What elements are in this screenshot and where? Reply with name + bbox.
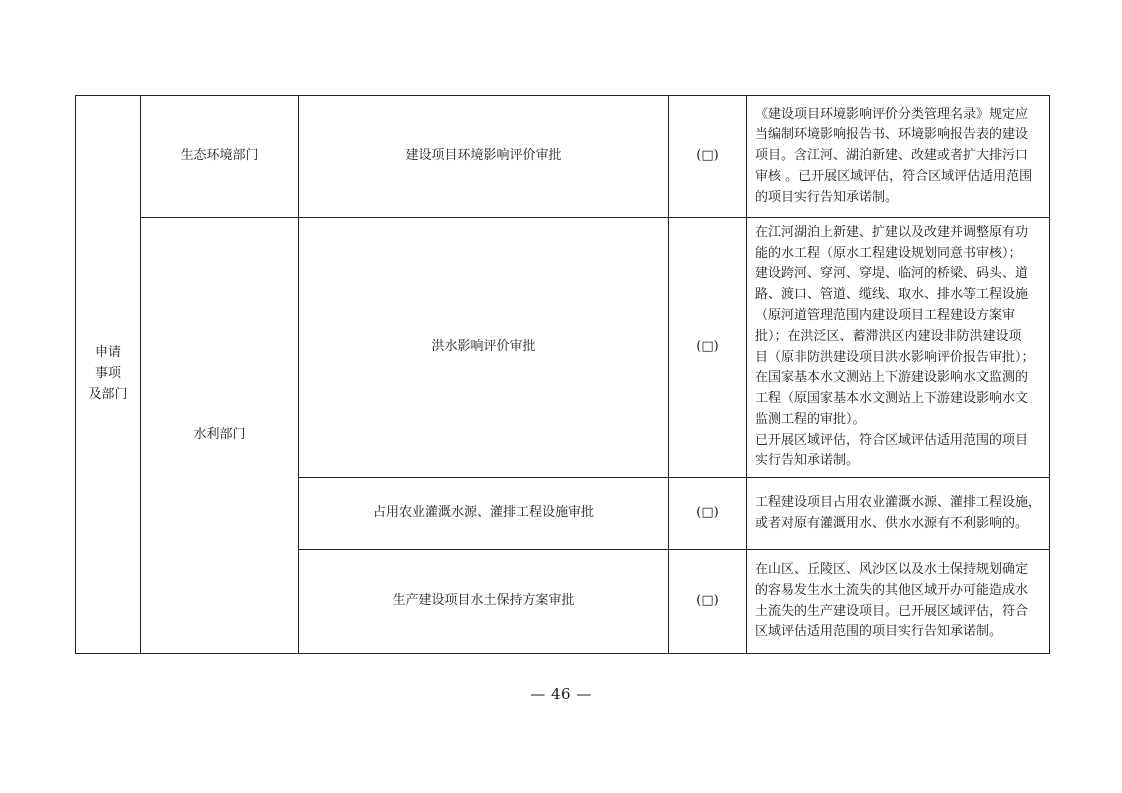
description-cell: [747, 550, 1050, 654]
description-line: 已开展区域评估，符合区域评估适用范围的项目: [755, 432, 1029, 448]
description-line: 在国家基本水文测站上下游建设影响水文监测的: [755, 370, 1029, 386]
checkbox-mark-cell: (□): [669, 96, 747, 218]
description-line: 《建设项目环境影响评价分类管理名录》规定应: [755, 106, 1029, 122]
description-line: 当编制环境影响报告书、环境影响报告表的建设: [755, 127, 1029, 143]
table-row: [76, 96, 1050, 218]
description-line: 工程建设项目占用农业灌溉水源、灌排工程设施，: [755, 494, 1042, 510]
table-row: [76, 218, 1050, 478]
description-line: 的容易发生水土流失的其他区域开办可能造成水: [755, 582, 1029, 598]
approval-items-table: [75, 95, 1050, 654]
description-line: （原河道管理范围内建设项目工程建设方案审: [755, 307, 1016, 323]
description-cell: [747, 478, 1050, 550]
description-line: 路、渡口、管道、缆线、取水、排水等工程设施: [755, 287, 1029, 303]
category-line: 事项: [94, 366, 121, 382]
category-line: 及部门: [88, 386, 128, 402]
description-cell: [747, 96, 1050, 218]
description-line: 目（原非防洪建设项目洪水影响评价报告审批）；: [755, 349, 1035, 365]
item-name-cell: 建设项目环境影响评价审批: [299, 96, 669, 218]
description-line: 在山区、丘陵区、风沙区以及水土保持规划确定: [755, 561, 1029, 577]
checkbox-mark-cell: (□): [669, 218, 747, 478]
description-line: 项目。含江河、湖泊新建、改建或者扩大排污口: [755, 148, 1029, 164]
description-line: 在江河湖泊上新建、扩建以及改建并调整原有功: [755, 224, 1029, 240]
description-line: 监测工程的审批）。: [755, 411, 866, 427]
department-cell: 生态环境部门: [141, 96, 299, 218]
item-name-cell: 生产建设项目水土保持方案审批: [299, 550, 669, 654]
department-cell: 水利部门: [141, 218, 299, 654]
description-line: 区域评估适用范围的项目实行告知承诺制。: [755, 624, 1003, 640]
checkbox-mark-cell: (□): [669, 478, 747, 550]
description-line: 的项目实行告知承诺制。: [755, 189, 899, 205]
description-line: 建设跨河、穿河、穿堤、临河的桥梁、码头、道: [755, 266, 1029, 282]
description-line: 土流失的生产建设项目。已开展区域评估，符合: [755, 603, 1029, 619]
page-number: — 46 —: [530, 685, 592, 703]
item-name-cell: 占用农业灌溉水源、灌排工程设施审批: [299, 478, 669, 550]
checkbox-mark-cell: (□): [669, 550, 747, 654]
description-line: 实行告知承诺制。: [755, 453, 860, 469]
description-line: 能的水工程（原水工程建设规划同意书审核）；: [755, 245, 1022, 261]
description-line: 审核 。已开展区域评估，符合区域评估适用范围: [755, 168, 1033, 184]
description-line: 或者对原有灌溉用水、供水水源有不利影响的。: [755, 515, 1029, 531]
description-line: 工程（原国家基本水文测站上下游建设影响水文: [755, 391, 1029, 407]
category-cell: [76, 96, 141, 654]
item-name-cell: 洪水影响评价审批: [299, 218, 669, 478]
description-line: 批）；在洪泛区、蓄滞洪区内建设非防洪建设项: [755, 328, 1022, 344]
description-cell: [747, 218, 1050, 478]
category-line: 申请: [94, 345, 121, 361]
